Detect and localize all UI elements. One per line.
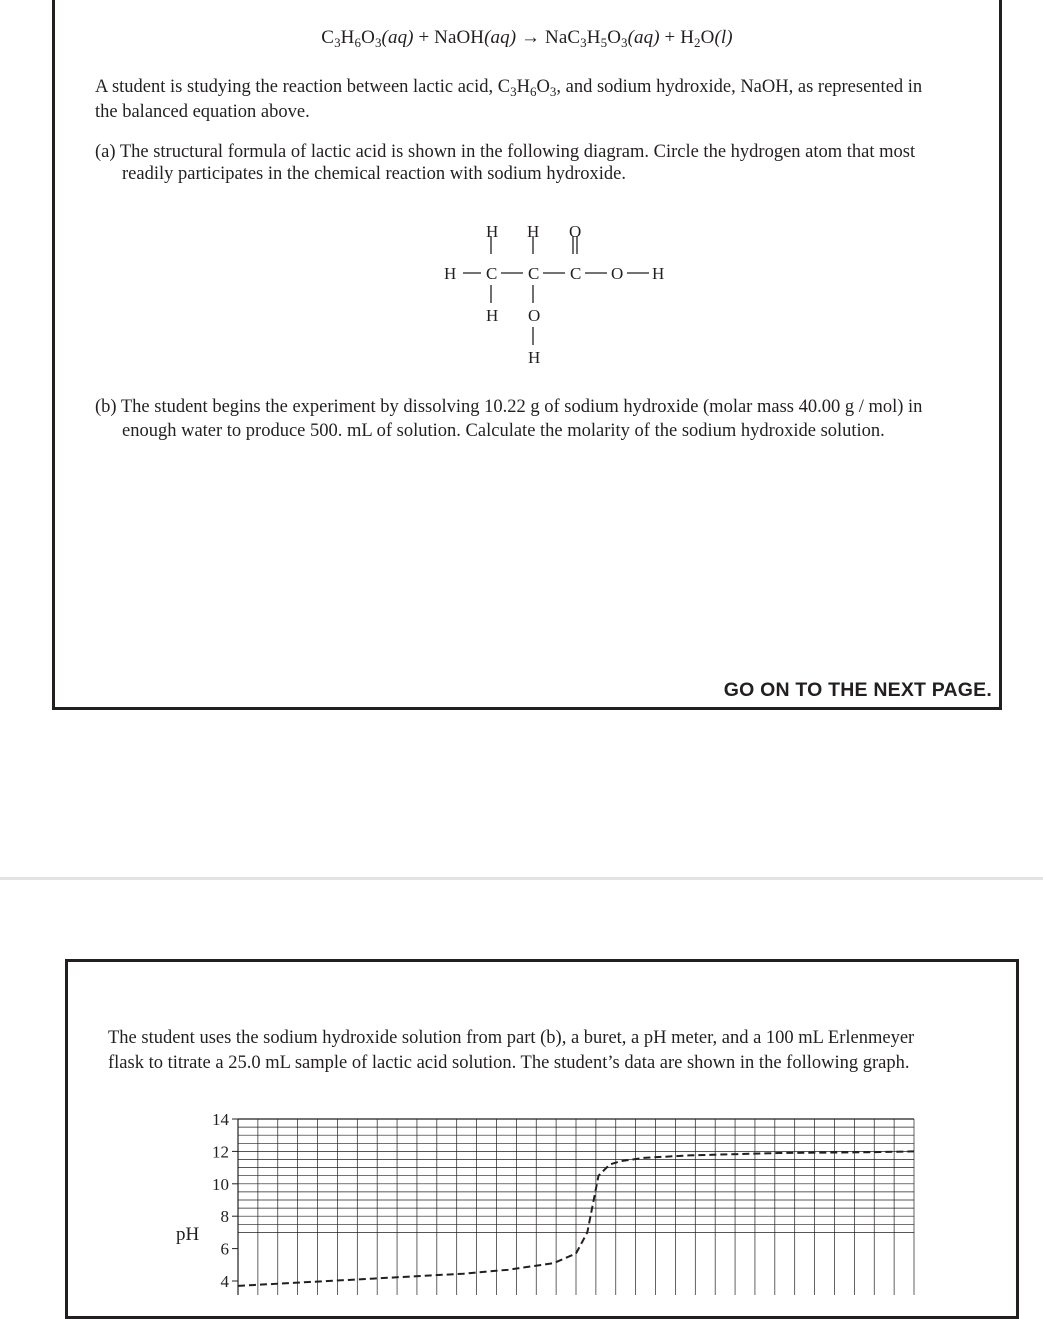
atom-label: C	[570, 264, 582, 283]
atom-label: O	[569, 222, 582, 241]
intro-line-2: the balanced equation above.	[95, 102, 310, 122]
eq-sub: 3	[621, 35, 628, 50]
y-axis-ticks	[212, 1110, 238, 1291]
balanced-equation	[55, 27, 999, 49]
eq-plus: +	[413, 27, 435, 48]
eq-plus: +	[659, 27, 681, 48]
question-b-line-1: (b) The student begins the experiment by dissolving 10.22 g of sodium hydroxide (molar mass 40.00 g / mol) in	[95, 397, 923, 417]
page-separator	[0, 877, 1043, 880]
eq-state: (aq)	[627, 27, 660, 48]
eq-text: O	[700, 27, 715, 48]
eq-sub: 3	[374, 35, 382, 50]
intro-text: H	[516, 77, 530, 97]
y-axis-label: pH	[176, 1224, 200, 1245]
y-tick-label: 6	[220, 1239, 229, 1259]
eq-sub: 3	[334, 35, 341, 50]
intro-line-1	[95, 75, 995, 100]
y-tick-label: 8	[220, 1207, 229, 1227]
intro-sub: 3	[549, 84, 557, 99]
eq-text: H	[340, 27, 355, 48]
atom-label[interactable]: H	[444, 264, 457, 283]
question-page-1	[52, 0, 1002, 710]
intro-text: A student is studying the reaction between lactic acid, C	[95, 77, 511, 97]
titration-graph	[108, 1100, 928, 1295]
y-tick-label: 10	[212, 1174, 229, 1194]
intro-sub: 3	[510, 84, 517, 99]
y-tick-label: 12	[212, 1142, 229, 1162]
eq-text: H	[680, 27, 695, 48]
eq-sub: 2	[694, 35, 701, 50]
question-a-line-1: (a) The structural formula of lactic acid is shown in the following diagram. Circle the hydrogen atom that most	[95, 142, 916, 162]
eq-state: (aq)	[381, 27, 414, 48]
eq-text: O	[361, 27, 375, 48]
titration-intro-line-1: The student uses the sodium hydroxide solution from part (b), a buret, a pH meter, and a 100 mL Erlenmeyer	[108, 1028, 915, 1048]
atom-label[interactable]: H	[528, 348, 541, 367]
eq-sub: 5	[600, 35, 608, 50]
eq-text: O	[607, 27, 622, 48]
intro-text: , and sodium hydroxide, NaOH, as represented in	[556, 77, 923, 97]
eq-text: C	[321, 27, 335, 48]
eq-arrow: →	[516, 27, 545, 48]
atom-label[interactable]: H	[486, 222, 499, 241]
titration-intro-line-2: flask to titrate a 25.0 mL sample of lactic acid solution. The student’s data are shown in the following graph.	[108, 1053, 910, 1073]
atom-label[interactable]: H	[527, 222, 540, 241]
atom-label[interactable]: H	[486, 306, 499, 325]
lactic-acid-structure	[441, 217, 671, 372]
eq-text: NaOH	[434, 27, 485, 48]
y-tick-label: 4	[220, 1272, 229, 1291]
eq-text: H	[586, 27, 601, 48]
intro-text: O	[536, 77, 550, 97]
eq-state: (aq)	[484, 27, 517, 48]
intro-sub: 6	[530, 84, 537, 99]
graph-grid	[238, 1119, 914, 1295]
intro-paragraph	[95, 75, 995, 125]
y-tick-label: 14	[212, 1110, 229, 1129]
go-on-next-page: GO ON TO THE NEXT PAGE.	[723, 679, 992, 701]
question-b-line-2: enough water to produce 500. mL of solution. Calculate the molarity of the sodium hydroxide solution.	[122, 421, 885, 441]
atom-label: O	[528, 306, 541, 325]
eq-state: (l)	[714, 27, 733, 48]
eq-text: NaC	[545, 27, 581, 48]
atom-label[interactable]: H	[652, 264, 665, 283]
eq-sub: 6	[354, 35, 362, 50]
atom-label: O	[611, 264, 624, 283]
eq-sub: 3	[580, 35, 587, 50]
atom-label: C	[486, 264, 498, 283]
atom-label: C	[528, 264, 540, 283]
question-a-line-2: readily participates in the chemical reaction with sodium hydroxide.	[122, 164, 626, 184]
